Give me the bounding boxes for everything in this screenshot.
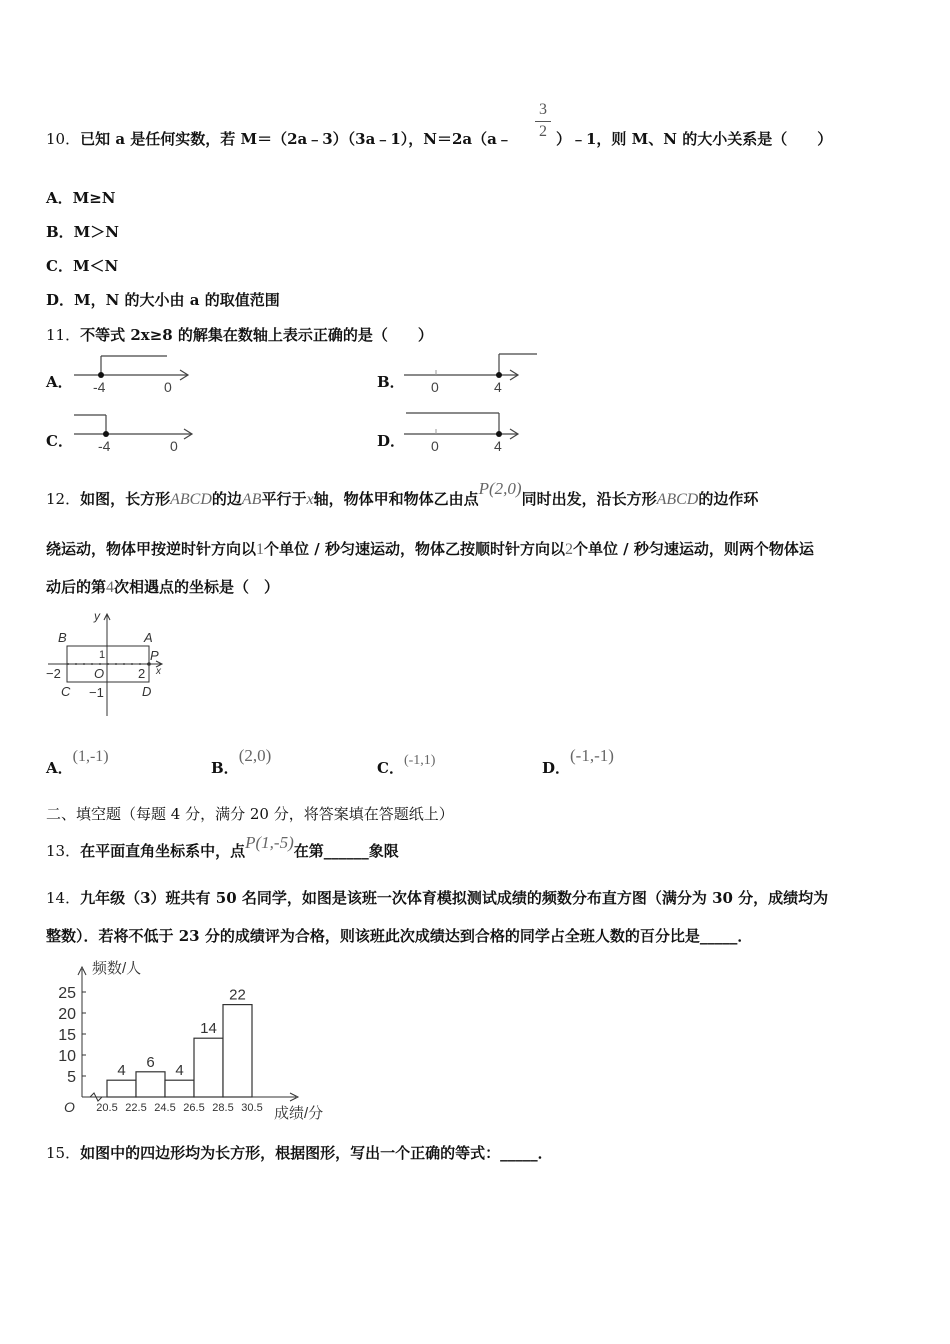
q12-text-2a: 绕运动，物体甲按逆时针方向以 bbox=[46, 540, 257, 558]
q10-frac-num: 3 bbox=[539, 101, 547, 118]
q12-text-3a: 动后的第 bbox=[46, 578, 107, 596]
q12-text-3b: 次相遇点的坐标是（ ） bbox=[114, 578, 280, 596]
q12-fig-B: B bbox=[58, 630, 67, 645]
q11-b-right-tick: 4 bbox=[494, 379, 502, 395]
q12-text-1b: 的边 bbox=[211, 490, 242, 508]
q12-line2 bbox=[46, 538, 814, 559]
q11-c-right-tick: 0 bbox=[170, 438, 178, 454]
q12-option-b[interactable] bbox=[211, 746, 272, 778]
q15-number: 15． bbox=[46, 1144, 81, 1162]
q12-fig-D: D bbox=[142, 684, 152, 699]
q12-text-2c: 个单位 / 秒匀速运动，则两个物体运 bbox=[572, 540, 814, 558]
q14-number: 14． bbox=[46, 889, 81, 907]
q12-option-d[interactable] bbox=[542, 746, 614, 778]
q14-text-1: 九年级（3）班共有 50 名同学，如图是该班一次体育模拟测试成绩的频数分布直方图（满分为 30 分，成绩均为 bbox=[80, 889, 829, 907]
q13-text-a: 在平面直角坐标系中，点 bbox=[80, 842, 246, 860]
q11-text: 不等式 2x≥8 的解集在数轴上表示正确的是（ ） bbox=[80, 326, 433, 344]
hist-bar-value: 22 bbox=[229, 986, 246, 1004]
hist-y-tick-label: 5 bbox=[67, 1069, 76, 1086]
q12-text-1c: 平行于 bbox=[261, 490, 307, 508]
q12-x: x bbox=[306, 491, 314, 508]
hist-y-label: 频数/人 bbox=[92, 960, 142, 977]
q12-option-d-value: (-1,-1) bbox=[570, 746, 614, 765]
q12-option-a-label: A． bbox=[46, 759, 73, 777]
hist-origin: O bbox=[64, 1099, 75, 1115]
q12-fig-A: A bbox=[144, 630, 153, 645]
q13-point: P(1,-5) bbox=[245, 833, 294, 852]
q11-d-left-tick: 0 bbox=[431, 438, 439, 454]
q11-option-c-label[interactable]: C． bbox=[46, 432, 73, 450]
q14-histogram bbox=[46, 955, 346, 1127]
q12-option-c-label: C． bbox=[377, 759, 404, 777]
q12-one: 1 bbox=[256, 541, 265, 558]
q12-option-a-value: (1,-1) bbox=[72, 748, 109, 765]
q10-option-d[interactable]: D．M，N 的大小由 a 的取值范围 bbox=[46, 291, 280, 309]
q12-fig-P: P bbox=[150, 648, 159, 663]
q13-stem bbox=[46, 833, 399, 861]
q12-text-1a: 如图，长方形 bbox=[80, 490, 171, 508]
q10-stem bbox=[46, 128, 512, 149]
hist-x-tick-label: 20.5 bbox=[96, 1102, 118, 1114]
hist-y-tick-label: 15 bbox=[58, 1027, 76, 1044]
q12-abcd: ABCD bbox=[170, 491, 212, 508]
q12-text-1f: 的边作环 bbox=[698, 490, 759, 508]
q12-fig-O: O bbox=[94, 666, 105, 681]
q14-line2: 整数）．若将不低于 23 分的成绩评为合格，则该班此次成绩达到合格的同学占全班人数的百分比是_____． bbox=[46, 927, 753, 945]
q12-fig-x: x bbox=[156, 666, 161, 677]
q11-option-a-label[interactable]: A． bbox=[46, 373, 73, 391]
hist-x-tick-label: 24.5 bbox=[154, 1102, 176, 1114]
q12-text-2b: 个单位 / 秒匀速运动，物体乙按顺时针方向以 bbox=[264, 540, 565, 558]
q11-option-b-numberline[interactable] bbox=[400, 348, 540, 398]
q12-fig-C: C bbox=[61, 684, 71, 699]
q11-stem bbox=[46, 324, 433, 345]
q10-text-b: ）﹣1，则 M、N 的大小关系是（ ） bbox=[556, 130, 833, 148]
hist-bar bbox=[223, 1005, 252, 1097]
q14-line1 bbox=[46, 887, 828, 908]
hist-bar bbox=[136, 1072, 165, 1097]
q12-abcd-2: ABCD bbox=[656, 491, 699, 508]
hist-bar-value: 4 bbox=[117, 1062, 126, 1080]
hist-bar bbox=[165, 1080, 194, 1097]
q11-a-right-tick: 0 bbox=[164, 379, 172, 395]
q10-fraction bbox=[535, 101, 551, 142]
q12-option-c-value: (-1,1) bbox=[403, 753, 436, 768]
q12-figure bbox=[44, 608, 174, 720]
hist-bar bbox=[107, 1080, 136, 1097]
q11-a-left-tick: -4 bbox=[93, 379, 106, 395]
hist-y-tick-label: 10 bbox=[58, 1048, 76, 1065]
q11-option-a-numberline[interactable] bbox=[70, 350, 200, 398]
q13-number: 13． bbox=[46, 842, 81, 860]
q10-option-c[interactable]: C．M＜N bbox=[46, 257, 119, 275]
q11-option-d-label[interactable]: D． bbox=[377, 432, 406, 450]
q11-b-left-tick: 0 bbox=[431, 379, 439, 395]
q12-fig-y: y bbox=[94, 609, 100, 623]
hist-x-tick-label: 28.5 bbox=[212, 1102, 234, 1114]
q12-line3 bbox=[46, 576, 279, 597]
q11-option-b-label[interactable]: B． bbox=[377, 373, 405, 391]
q12-two: 2 bbox=[564, 541, 573, 558]
q12-point: P(2,0) bbox=[478, 479, 522, 498]
q10-text-a: 已知 a 是任何实数，若 M＝（2a﹣3）（3a﹣1），N＝2a（a﹣ bbox=[80, 130, 512, 148]
q13-text-b: 在第______象限 bbox=[293, 842, 399, 860]
hist-bar-value: 6 bbox=[146, 1053, 155, 1071]
hist-y-tick-label: 20 bbox=[58, 1006, 76, 1023]
hist-y-tick-label: 25 bbox=[58, 985, 76, 1002]
q15-stem bbox=[46, 1142, 553, 1163]
q12-four: 4 bbox=[106, 579, 115, 596]
q12-option-c[interactable] bbox=[377, 753, 436, 778]
hist-bar-value: 14 bbox=[200, 1020, 217, 1038]
q11-c-left-tick: -4 bbox=[98, 438, 111, 454]
q12-option-a[interactable] bbox=[46, 748, 109, 778]
q10-frac-den: 2 bbox=[535, 121, 551, 142]
q10-option-b[interactable]: B．M＞N bbox=[46, 223, 119, 241]
q12-text-1d: 轴，物体甲和物体乙由点 bbox=[313, 490, 479, 508]
q12-text-1e: 同时出发，沿长方形 bbox=[521, 490, 657, 508]
q12-option-b-label: B． bbox=[211, 759, 239, 777]
q12-fig-pos1: 1 bbox=[99, 649, 106, 661]
q12-fig-neg2: −2 bbox=[46, 666, 61, 681]
q12-option-d-label: D． bbox=[542, 759, 571, 777]
q10-option-a[interactable]: A．M≥N bbox=[46, 189, 116, 207]
q12-fig-neg1: −1 bbox=[89, 685, 104, 700]
q12-option-b-value: (2,0) bbox=[238, 746, 272, 765]
hist-x-tick-label: 30.5 bbox=[241, 1102, 263, 1114]
q11-option-c-numberline[interactable] bbox=[70, 410, 200, 458]
q11-option-d-numberline[interactable] bbox=[400, 408, 530, 458]
q15-text: 如图中的四边形均为长方形，根据图形，写出一个正确的等式：_____． bbox=[80, 1144, 553, 1162]
q10-number: 10． bbox=[46, 130, 81, 148]
q11-d-right-tick: 4 bbox=[494, 438, 502, 454]
q12-ab: AB bbox=[241, 491, 262, 508]
q12-fig-pos2: 2 bbox=[138, 666, 146, 681]
hist-bar bbox=[194, 1038, 223, 1097]
hist-x-tick-label: 26.5 bbox=[183, 1102, 205, 1114]
hist-x-tick-label: 22.5 bbox=[125, 1102, 147, 1114]
hist-x-label: 成绩/分 bbox=[274, 1105, 324, 1122]
q11-number: 11． bbox=[46, 326, 81, 344]
q12-line1 bbox=[46, 479, 759, 509]
q12-number: 12． bbox=[46, 490, 81, 508]
section-2-heading: 二、填空题（每题 4 分，满分 20 分，将答案填在答题纸上） bbox=[46, 805, 454, 823]
hist-bar-value: 4 bbox=[175, 1062, 184, 1080]
